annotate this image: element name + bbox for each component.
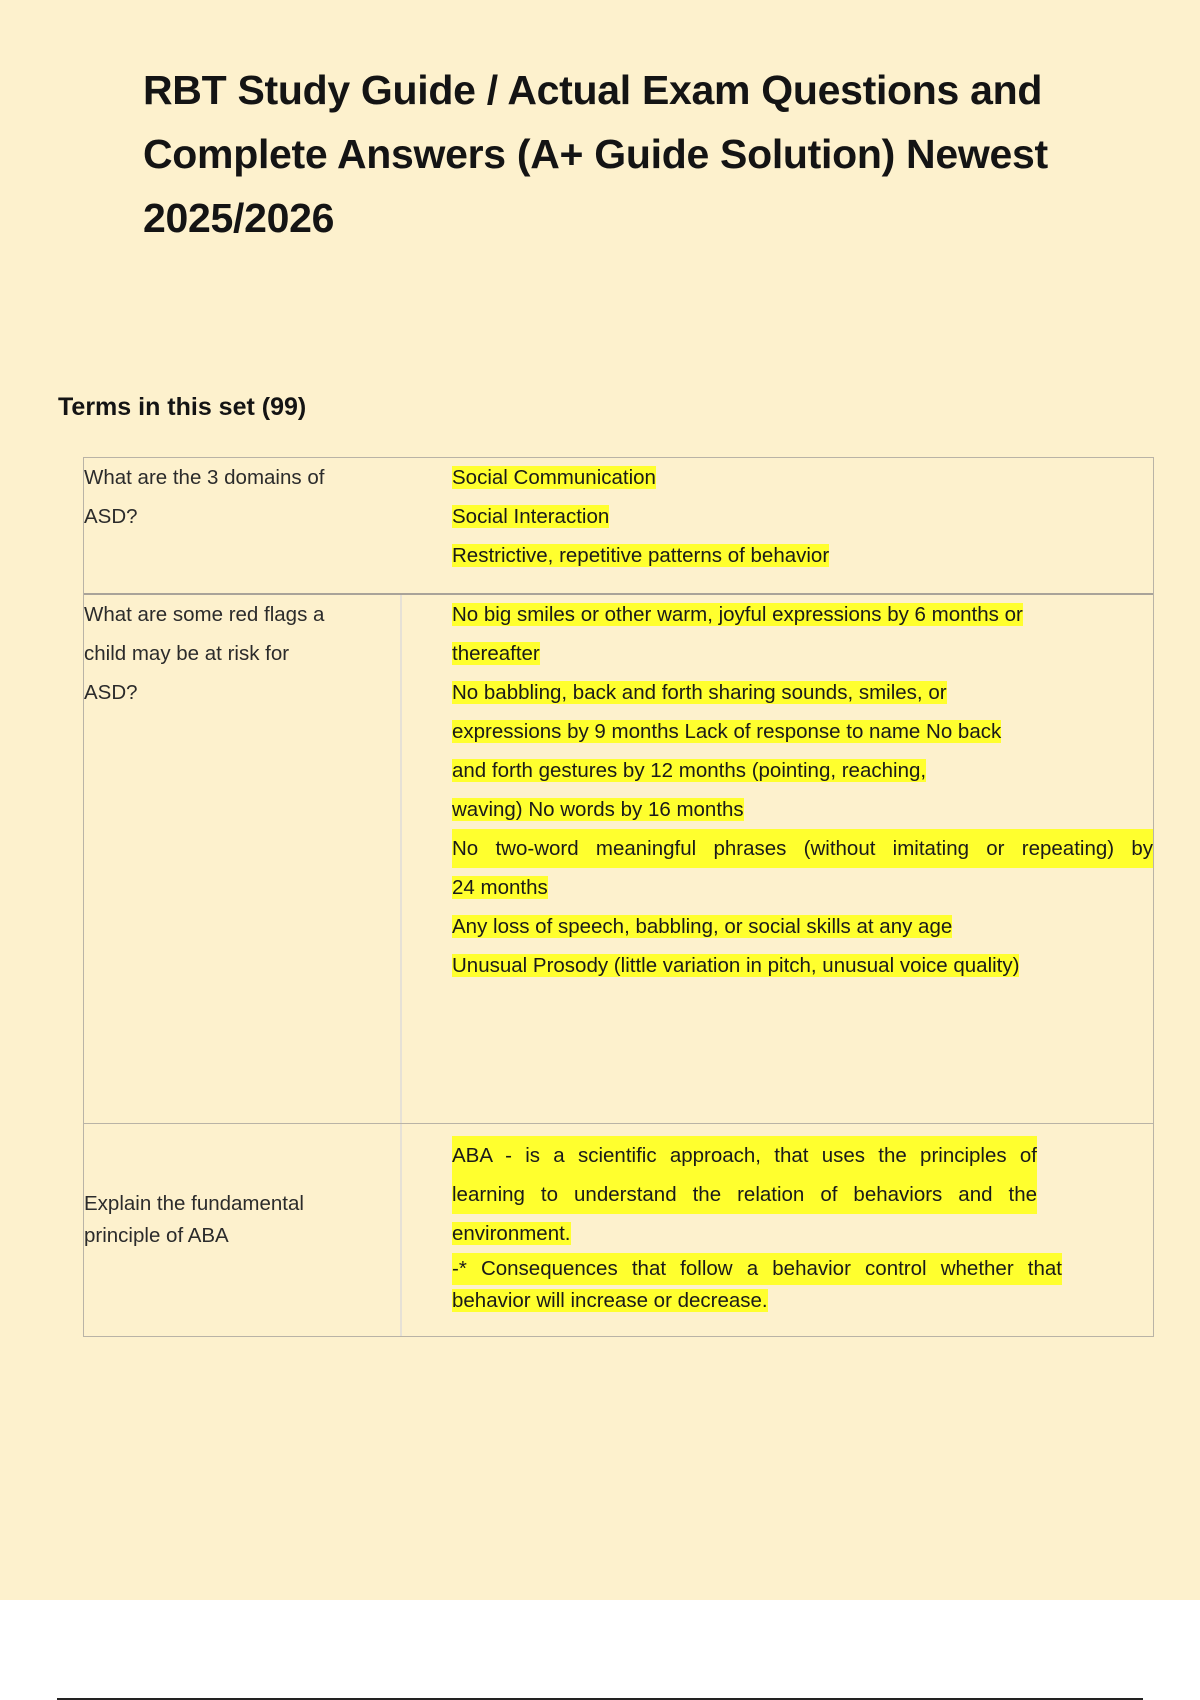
table-row: [84, 1123, 1153, 1336]
definition-line: and forth gestures by 12 months (pointing, reaching,: [452, 759, 927, 782]
term-line: principle of ABA: [84, 1224, 229, 1247]
table-row: [84, 458, 1153, 593]
definition-line: No two-word meaningful phrases (without imitating or repeating) by: [452, 829, 1153, 868]
definition-line: -* Consequences that follow a behavior control whether that: [452, 1253, 1062, 1285]
term-line: What are the 3 domains of: [84, 466, 325, 489]
title-line: RBT Study Guide / Actual Exam Questions and: [143, 67, 1043, 113]
title-line: 2025/2026: [143, 195, 335, 241]
definition-line: expressions by 9 months Lack of response to name No back: [452, 720, 1002, 743]
table-row: [84, 593, 1153, 1123]
definition-line: Any loss of speech, babbling, or social skills at any age: [452, 915, 953, 938]
term-line: child may be at risk for: [84, 642, 290, 665]
definition-line: ABA - is a scientific approach, that uses the principles of: [452, 1136, 1037, 1175]
definition-line: environment.: [452, 1222, 571, 1245]
term-line: ASD?: [84, 505, 138, 528]
definition-line: Social Communication: [452, 466, 656, 489]
definition-line: thereafter: [452, 642, 540, 665]
definition-cell: [402, 595, 1153, 1123]
definition-line: Social Interaction: [452, 505, 610, 528]
definition-line: Restrictive, repetitive patterns of behavior: [452, 544, 830, 567]
term-cell: [84, 1124, 402, 1336]
definition-line: Unusual Prosody (little variation in pitch, unusual voice quality): [452, 954, 1020, 977]
terms-heading: Terms in this set (99): [58, 393, 307, 421]
term-line: Explain the fundamental: [84, 1192, 304, 1215]
term-cell: [84, 458, 402, 593]
definition-line: No big smiles or other warm, joyful expressions by 6 months or: [452, 603, 1023, 626]
definition-cell: [402, 1124, 1153, 1336]
definition-line: 24 months: [452, 876, 548, 899]
document-title: [143, 58, 1123, 250]
definition-line: behavior will increase or decrease.: [452, 1289, 768, 1312]
term-line: What are some red flags a: [84, 603, 325, 626]
definition-line: learning to understand the relation of behaviors and the: [452, 1175, 1037, 1214]
term-cell: [84, 595, 402, 1123]
term-line: ASD?: [84, 681, 138, 704]
definition-line: No babbling, back and forth sharing sounds, smiles, or: [452, 681, 947, 704]
title-line: Complete Answers (A+ Guide Solution) Newest: [143, 131, 1048, 177]
definition-cell: [402, 458, 1153, 593]
definition-line: waving) No words by 16 months: [452, 798, 744, 821]
terms-table: [83, 457, 1154, 1337]
